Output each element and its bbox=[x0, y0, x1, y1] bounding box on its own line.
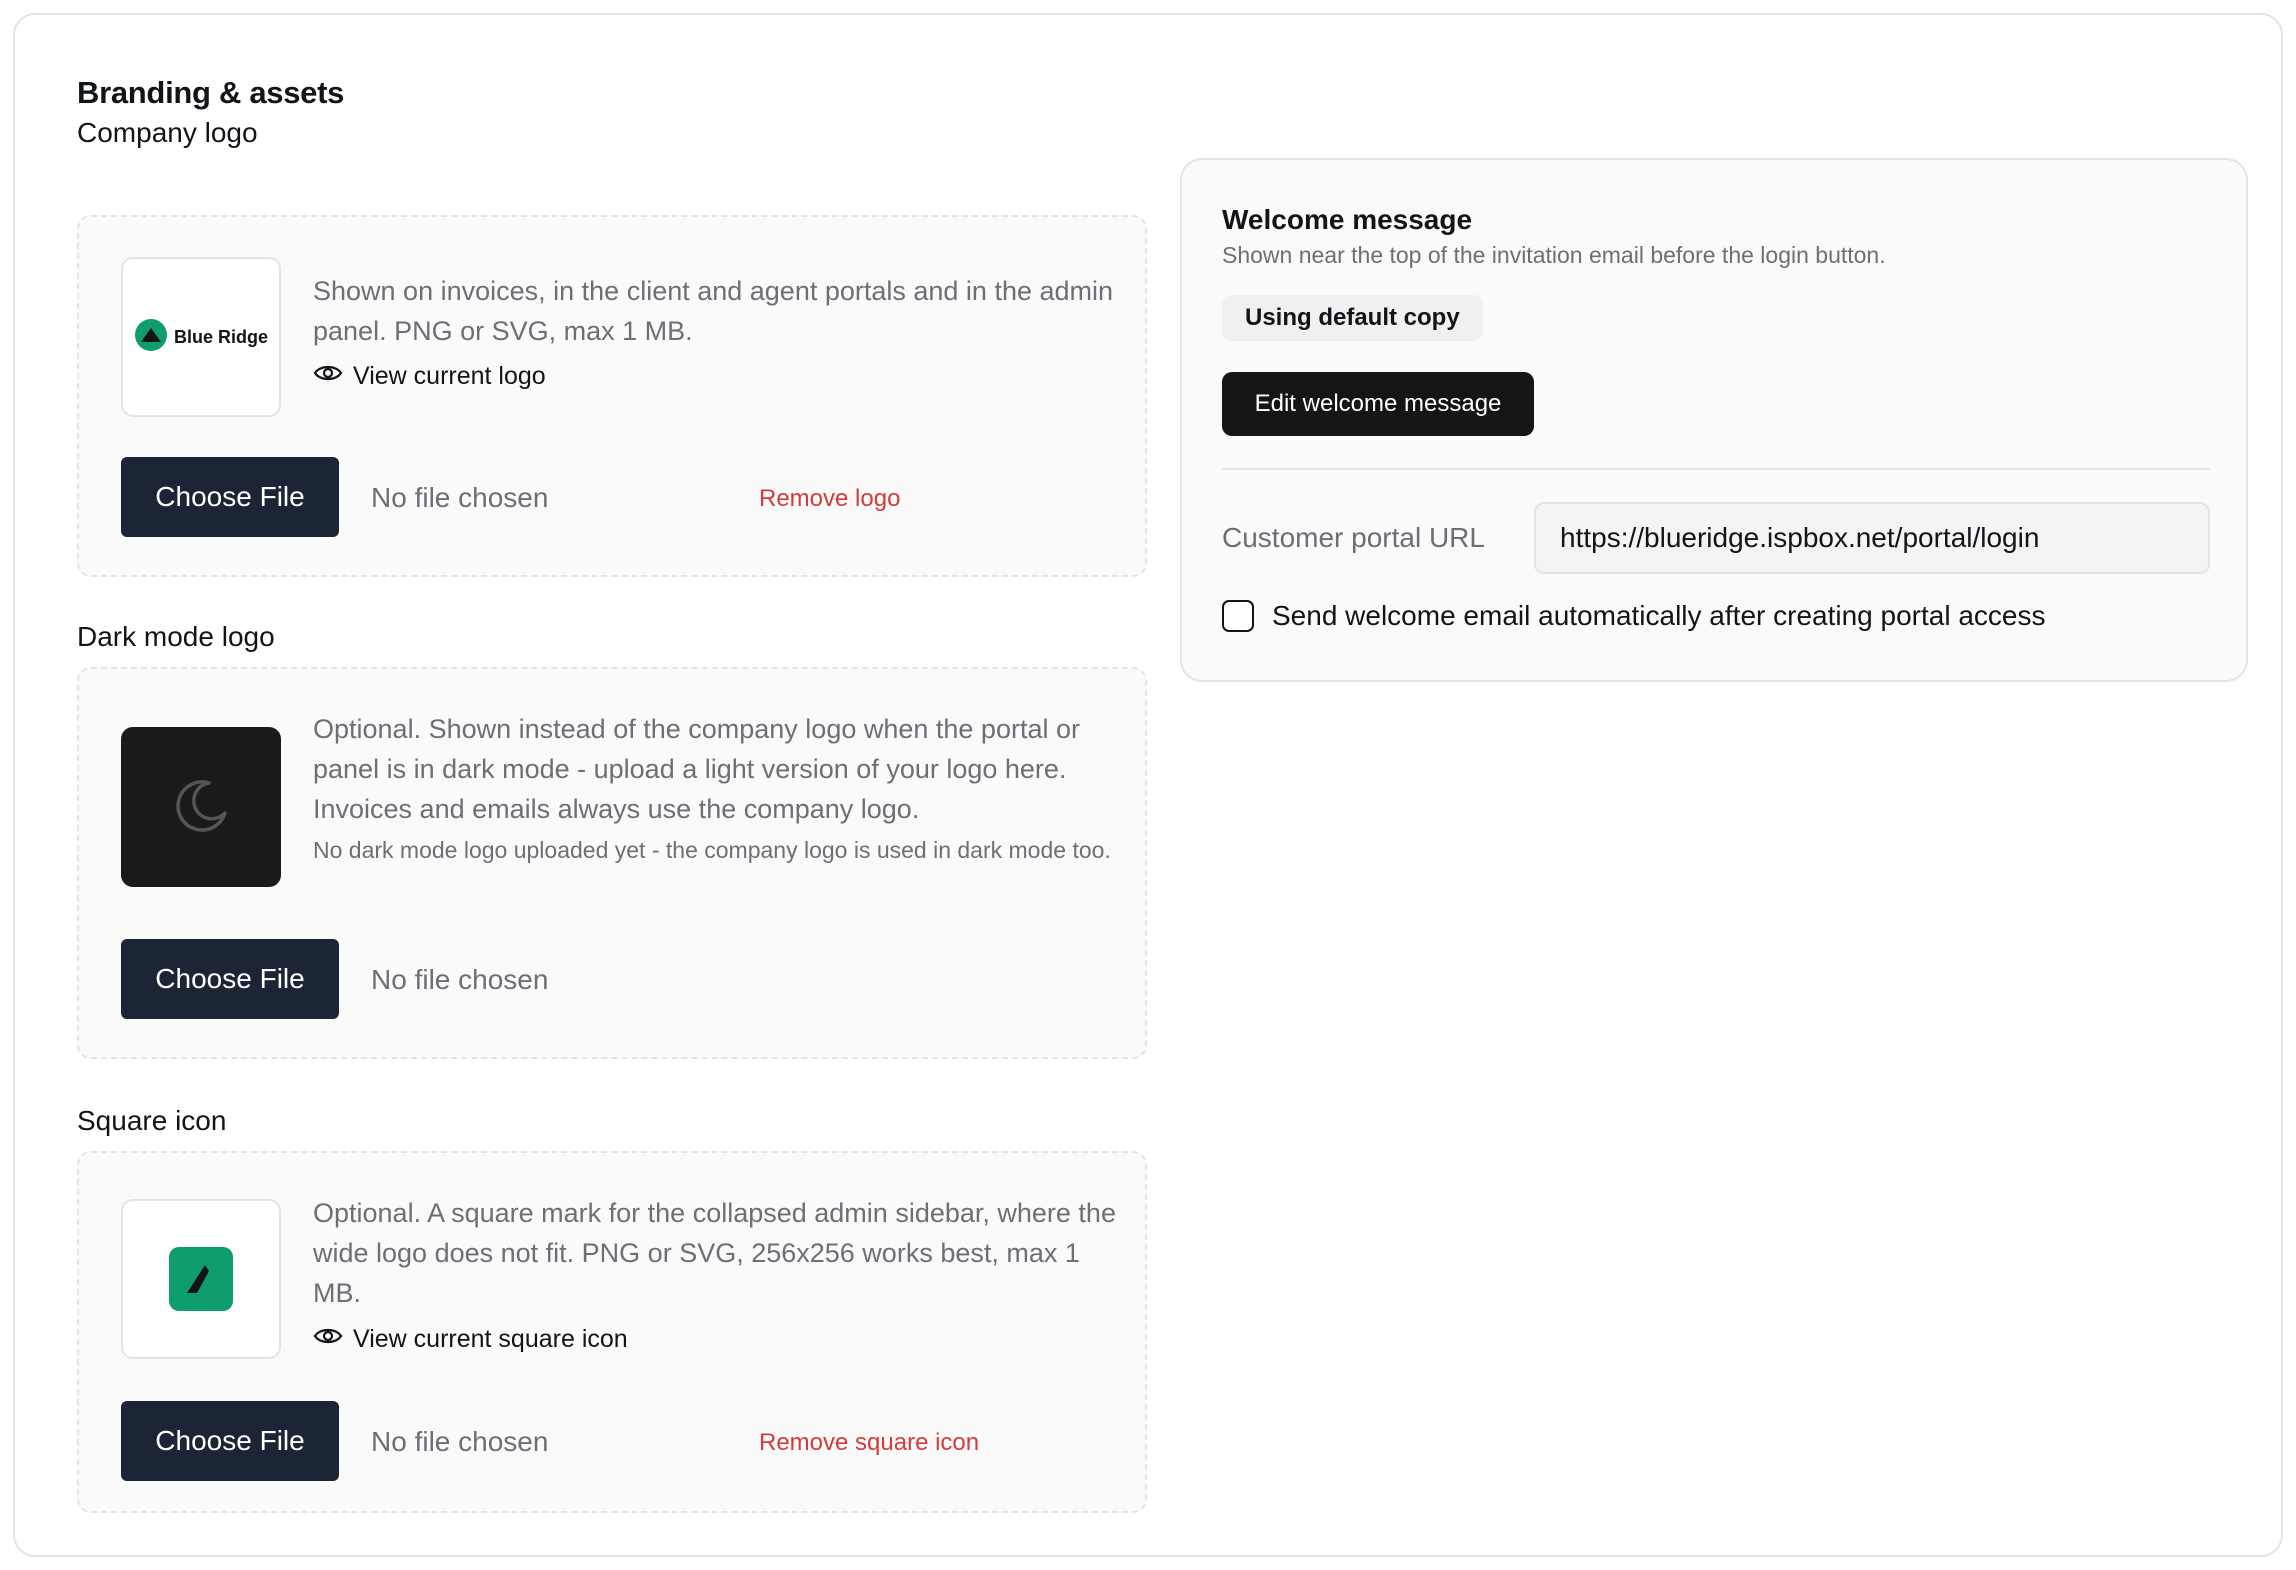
customer-portal-url-input[interactable] bbox=[1534, 502, 2210, 574]
panel-divider bbox=[1222, 468, 2210, 470]
eye-icon bbox=[313, 1325, 343, 1354]
company-logo-preview bbox=[134, 318, 268, 357]
dark-logo-thumbnail bbox=[121, 727, 281, 887]
square-icon-choose-file-button[interactable]: Choose File bbox=[121, 1401, 339, 1481]
square-logo-icon bbox=[169, 1247, 233, 1311]
view-current-square-icon-link[interactable] bbox=[313, 1325, 628, 1354]
company-logo-title: Company logo bbox=[77, 117, 258, 148]
dark-logo-title: Dark mode logo bbox=[77, 621, 275, 652]
dark-logo-file-status: No file chosen bbox=[371, 964, 549, 995]
welcome-message-subtitle: Shown near the top of the invitation email before the login button. bbox=[1222, 242, 1886, 268]
square-icon-thumbnail bbox=[121, 1199, 281, 1359]
moon-icon bbox=[169, 773, 233, 842]
page-title: Branding & assets bbox=[77, 75, 345, 110]
company-logo-upload bbox=[77, 215, 1147, 577]
auto-send-welcome-checkbox[interactable] bbox=[1222, 600, 1254, 632]
remove-square-icon-link[interactable]: Remove square icon bbox=[759, 1429, 980, 1456]
view-current-square-icon-label: View current square icon bbox=[353, 1325, 628, 1353]
company-logo-thumbnail bbox=[121, 257, 281, 417]
dark-logo-upload bbox=[77, 667, 1147, 1059]
remove-logo-link[interactable]: Remove logo bbox=[759, 485, 901, 512]
auto-send-welcome-label: Send welcome email automatically after creating portal access bbox=[1272, 600, 2046, 631]
eye-icon bbox=[313, 362, 343, 391]
square-icon-description: Optional. A square mark for the collapsed admin sidebar, where the wide logo does not fit. PNG or SVG, 256x256 works best, max 1 MB. bbox=[313, 1198, 1116, 1308]
branding-card bbox=[13, 13, 2283, 1557]
company-logo-choose-file-button[interactable]: Choose File bbox=[121, 457, 339, 537]
default-copy-badge: Using default copy bbox=[1222, 295, 1483, 341]
auto-send-welcome-row[interactable] bbox=[1222, 600, 2045, 632]
edit-welcome-message-button[interactable]: Edit welcome message bbox=[1222, 372, 1534, 436]
company-logo-wordmark: Blue Ridge bbox=[173, 326, 268, 347]
company-logo-description: Shown on invoices, in the client and agent portals and in the admin panel. PNG or SVG, max 1 MB. bbox=[313, 276, 1114, 346]
customer-portal-url-label: Customer portal URL bbox=[1222, 522, 1485, 553]
company-logo-file-status: No file chosen bbox=[371, 482, 549, 513]
dark-logo-description: Optional. Shown instead of the company logo when the portal or panel is in dark mode - upload a light version of your logo here. Invoices and emails always use the company logo. bbox=[313, 714, 1080, 824]
welcome-message-panel bbox=[1180, 158, 2248, 682]
welcome-message-title: Welcome message bbox=[1222, 204, 1473, 235]
dark-logo-note: No dark mode logo uploaded yet - the company logo is used in dark mode too. bbox=[313, 837, 1111, 863]
square-icon-title: Square icon bbox=[77, 1105, 227, 1136]
view-current-logo-label: View current logo bbox=[353, 362, 546, 390]
view-current-logo-link[interactable] bbox=[313, 362, 546, 391]
dark-logo-choose-file-button[interactable]: Choose File bbox=[121, 939, 339, 1019]
square-icon-file-status: No file chosen bbox=[371, 1426, 549, 1457]
mountain-logo-icon bbox=[134, 318, 168, 357]
square-icon-upload bbox=[77, 1151, 1147, 1513]
